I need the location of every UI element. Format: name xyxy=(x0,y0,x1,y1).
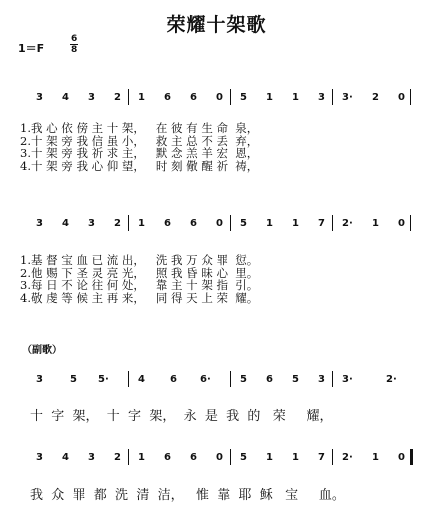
notation-line-3 xyxy=(30,374,410,394)
note: 1 xyxy=(138,452,145,463)
note: 5 xyxy=(240,92,247,103)
note: 4 xyxy=(62,218,69,229)
note: 1 xyxy=(292,452,299,463)
note: 3 xyxy=(36,374,43,385)
bar-line xyxy=(128,89,129,105)
notation-line-1 xyxy=(30,92,410,112)
note: 2 xyxy=(114,92,121,103)
lyrics-line-4: 我 众 罪 都 洗 清 洁， 惟 靠 耶 稣 宝 血。 xyxy=(30,488,345,503)
note: 3 xyxy=(318,374,325,385)
note: 5 xyxy=(240,218,247,229)
lyric-line: 1.我 心 依 傍 主 十 架， 在 彼 有 生 命 泉， xyxy=(20,121,259,135)
bar-line xyxy=(410,215,411,231)
note: 3 xyxy=(88,218,95,229)
note: 4 xyxy=(138,374,145,385)
notation-line-4 xyxy=(30,452,410,472)
note: 3· xyxy=(342,374,353,385)
note: 3· xyxy=(342,92,353,103)
bar-line xyxy=(128,371,129,387)
bar-line xyxy=(230,89,231,105)
note: 3 xyxy=(88,92,95,103)
note: 6 xyxy=(170,374,177,385)
bar-line xyxy=(332,215,333,231)
note: 5 xyxy=(240,452,247,463)
note: 0 xyxy=(398,218,405,229)
bar-line xyxy=(230,371,231,387)
note: 6· xyxy=(200,374,211,385)
note: 7 xyxy=(318,218,325,229)
lyric-line: 4.十 架 旁 我 心 仰 望， 时 刻 儆 醒 祈 祷， xyxy=(20,158,259,173)
lyrics-block-1 xyxy=(20,122,420,172)
lyric-line: 2.他 赐 下 圣 灵 亮 光， 照 我 昏 昧 心 里。 xyxy=(20,265,259,280)
time-signature xyxy=(70,34,78,55)
bar-line xyxy=(332,449,333,465)
lyric-line: 3.十 架 旁 我 祈 求 主， 默 念 羔 羊 宏 恩， xyxy=(20,146,259,160)
song-title: 荣耀十架歌 xyxy=(166,14,267,36)
note: 0 xyxy=(216,452,223,463)
note: 3 xyxy=(36,452,43,463)
note: 3 xyxy=(36,92,43,103)
note: 6 xyxy=(266,374,273,385)
note: 2· xyxy=(386,374,397,385)
note: 6 xyxy=(164,452,171,463)
note: 1 xyxy=(266,92,273,103)
note: 2· xyxy=(342,218,353,229)
note: 6 xyxy=(164,92,171,103)
lyrics-block-2 xyxy=(20,254,420,304)
note: 6 xyxy=(190,218,197,229)
note: 0 xyxy=(398,92,405,103)
note: 1 xyxy=(138,218,145,229)
note: 2· xyxy=(342,452,353,463)
note: 0 xyxy=(216,218,223,229)
note: 4 xyxy=(62,92,69,103)
note: 0 xyxy=(398,452,405,463)
note: 3 xyxy=(36,218,43,229)
lyrics-line-3: 十 字 架， 十 字 架， 永 是 我 的 荣 耀， xyxy=(30,409,333,424)
lyric-line: 1.基 督 宝 血 已 流 出， 洗 我 万 众 罪 愆。 xyxy=(20,253,259,267)
bar-line xyxy=(128,449,129,465)
note: 2 xyxy=(114,452,121,463)
time-signature-denominator: 8 xyxy=(71,45,78,55)
bar-line xyxy=(332,89,333,105)
note: 2 xyxy=(372,92,379,103)
note: 3 xyxy=(88,452,95,463)
notation-line-2 xyxy=(30,218,410,238)
note: 6 xyxy=(190,452,197,463)
note: 1 xyxy=(266,218,273,229)
note: 0 xyxy=(216,92,223,103)
note: 5 xyxy=(70,374,77,385)
lyric-line: 4.敬 虔 等 候 主 再 来， 同 得 天 上 荣 耀。 xyxy=(20,290,259,305)
note: 1 xyxy=(138,92,145,103)
note: 1 xyxy=(292,92,299,103)
note: 5 xyxy=(240,374,247,385)
note: 1 xyxy=(266,452,273,463)
bar-line xyxy=(410,89,411,105)
note: 1 xyxy=(372,218,379,229)
lyric-line: 3.每 日 不 论 往 何 处， 靠 主 十 架 指 引。 xyxy=(20,278,259,292)
bar-line xyxy=(230,215,231,231)
note: 5 xyxy=(292,374,299,385)
bar-line xyxy=(128,215,129,231)
refrain-label: （副歌） xyxy=(22,345,62,356)
note: 6 xyxy=(164,218,171,229)
bar-line xyxy=(332,371,333,387)
time-signature-numerator: 6 xyxy=(71,34,78,44)
note: 1 xyxy=(372,452,379,463)
note: 1 xyxy=(292,218,299,229)
note: 3 xyxy=(318,92,325,103)
note: 2 xyxy=(114,218,121,229)
note: 5· xyxy=(98,374,109,385)
note: 4 xyxy=(62,452,69,463)
bar-line xyxy=(230,449,231,465)
final-bar-line xyxy=(410,449,413,465)
note: 7 xyxy=(318,452,325,463)
key-signature: 1＝F xyxy=(18,42,45,55)
lyric-line: 2.十 架 旁 我 信 虽 小， 救 主 总 不 丢 弃， xyxy=(20,133,259,148)
note: 6 xyxy=(190,92,197,103)
